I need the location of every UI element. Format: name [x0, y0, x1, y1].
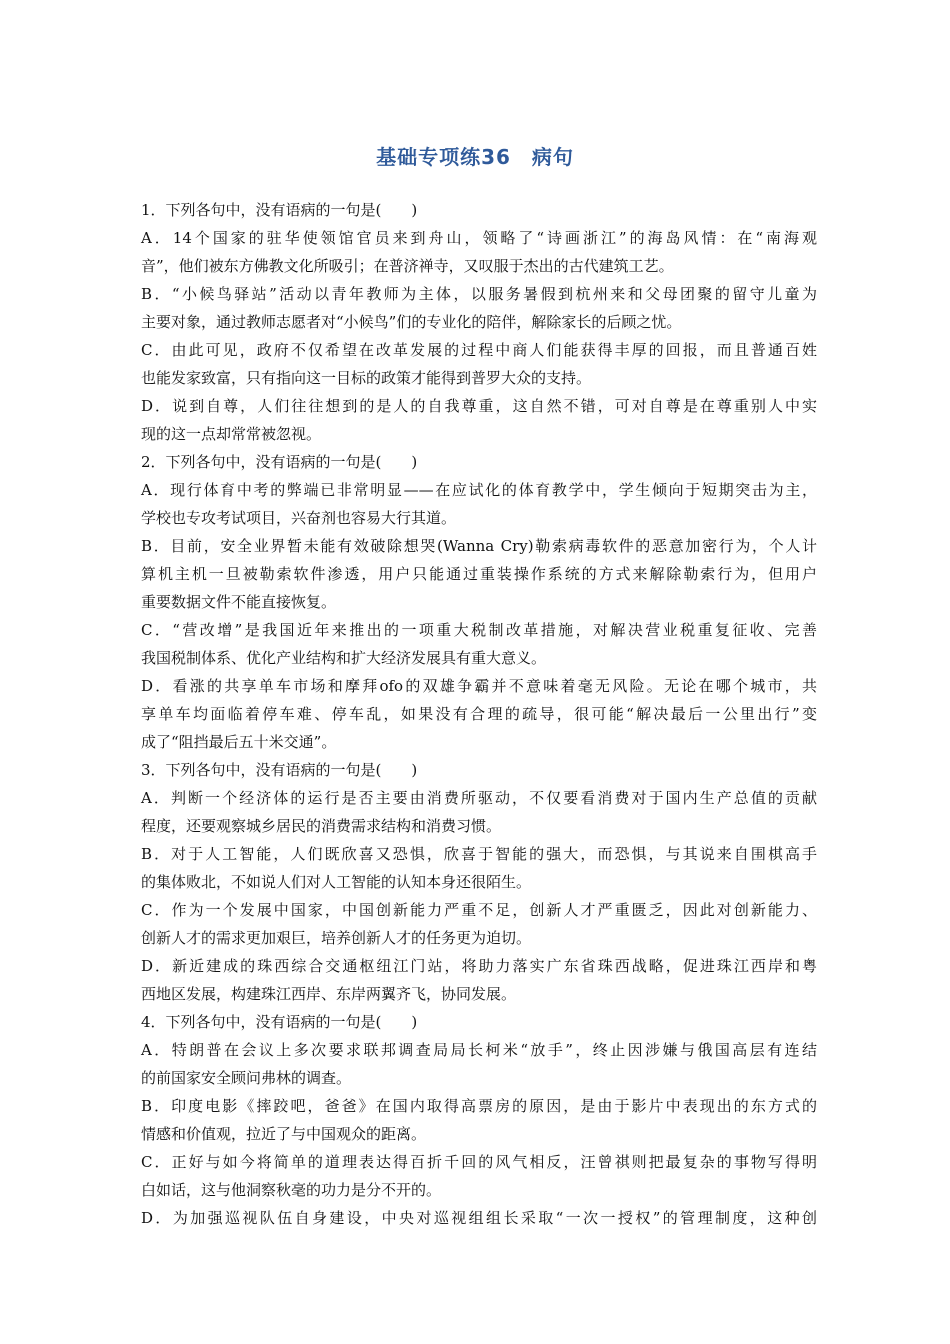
- text-line: 情感和价值观，拉近了与中国观众的距离。: [141, 1125, 427, 1143]
- text-line: 现的这一点却常常被忽视。: [141, 425, 322, 443]
- text-line: 创新人才的需求更加艰巨，培养创新人才的任务更为迫切。: [141, 929, 532, 947]
- text-line: A．现行体育中考的弊端已非常明显——在应试化的体育教学中，学生倾向于短期突击为主，: [141, 481, 817, 499]
- text-line: 主要对象，通过教师志愿者对“小候鸟”们的专业化的陪伴，解除家长的后顾之忧。: [141, 313, 682, 331]
- text-line: D．看涨的共享单车市场和摩拜ofo的双雄争霸并不意味着毫无风险。无论在哪个城市，共: [141, 677, 817, 695]
- text-line: B．目前，安全业界暂未能有效破除想哭(Wanna Cry)勒索病毒软件的恶意加密行为，个人计: [141, 537, 817, 555]
- text-line: 成了“阻挡最后五十米交通”。: [141, 733, 337, 751]
- text-line: D．为加强巡视队伍自身建设，中央对巡视组组长采取“一次一授权”的管理制度，这种创: [141, 1209, 817, 1227]
- text-line: A．判断一个经济体的运行是否主要由消费所驱动，不仅要看消费对于国内生产总值的贡献: [141, 789, 817, 807]
- text-line: 的集体败北，不如说人们对人工智能的认知本身还很陌生。: [141, 873, 532, 891]
- text-line: 音”，他们被东方佛教文化所吸引；在普济禅寺，又叹服于杰出的古代建筑工艺。: [141, 257, 674, 275]
- text-line: 4．下列各句中，没有语病的一句是( ): [141, 1013, 418, 1031]
- text-line: D．说到自尊，人们往往想到的是人的自我尊重，这自然不错，可对自尊是在尊重别人中实: [141, 397, 817, 415]
- text-line: 西地区发展，构建珠江西岸、东岸两翼齐飞，协同发展。: [141, 985, 517, 1003]
- text-line: 我国税制体系、优化产业结构和扩大经济发展具有重大意义。: [141, 649, 547, 667]
- text-line: 白如话，这与他洞察秋毫的功力是分不开的。: [141, 1181, 442, 1199]
- text-line: 的前国家安全顾问弗林的调查。: [141, 1069, 352, 1087]
- text-line: C．正好与如今将简单的道理表达得百折千回的风气相反，汪曾祺则把最复杂的事物写得明: [141, 1153, 817, 1171]
- text-line: 1．下列各句中，没有语病的一句是( ): [141, 201, 418, 219]
- text-line: 算机主机一旦被勒索软件渗透，用户只能通过重装操作系统的方式来解除勒索行为，但用户: [141, 565, 817, 583]
- text-line: D．新近建成的珠西综合交通枢纽江门站，将助力落实广东省珠西战略，促进珠江西岸和粤: [141, 957, 817, 975]
- text-line: 2．下列各句中，没有语病的一句是( ): [141, 453, 418, 471]
- text-line: 享单车均面临着停车难、停车乱，如果没有合理的疏导，很可能“解决最后一公里出行”变: [141, 705, 817, 723]
- text-line: B．对于人工智能，人们既欣喜又恐惧，欣喜于智能的强大，而恐惧，与其说来自围棋高手: [141, 845, 817, 863]
- text-line: A．14个国家的驻华使领馆官员来到舟山，领略了“诗画浙江”的海岛风情：在“南海观: [141, 229, 817, 247]
- page-title: 基础专项练36 病句: [376, 145, 574, 169]
- text-line: C．由此可见，政府不仅希望在改革发展的过程中商人们能获得丰厚的回报，而且普通百姓: [141, 341, 817, 359]
- text-line: B．“小候鸟驿站”活动以青年教师为主体，以服务暑假到杭州来和父母团聚的留守儿童为: [141, 285, 817, 303]
- question-body: [141, 196, 817, 1232]
- text-line: 也能发家致富，只有指向这一目标的政策才能得到普罗大众的支持。: [141, 369, 592, 387]
- text-line: 学校也专攻考试项目，兴奋剂也容易大行其道。: [141, 509, 457, 527]
- text-line: C．作为一个发展中国家，中国创新能力严重不足，创新人才严重匮乏，因此对创新能力、: [141, 901, 817, 919]
- text-line: 重要数据文件不能直接恢复。: [141, 593, 337, 611]
- text-line: A．特朗普在会议上多次要求联邦调查局局长柯米“放手”，终止因涉嫌与俄国高层有连结: [141, 1041, 817, 1059]
- text-line: 3．下列各句中，没有语病的一句是( ): [141, 761, 418, 779]
- text-line: C．“营改增”是我国近年来推出的一项重大税制改革措施，对解决营业税重复征收、完善: [141, 621, 817, 639]
- text-line: 程度，还要观察城乡居民的消费需求结构和消费习惯。: [141, 817, 502, 835]
- text-line: B．印度电影《摔跤吧，爸爸》在国内取得高票房的原因，是由于影片中表现出的东方式的: [141, 1097, 817, 1115]
